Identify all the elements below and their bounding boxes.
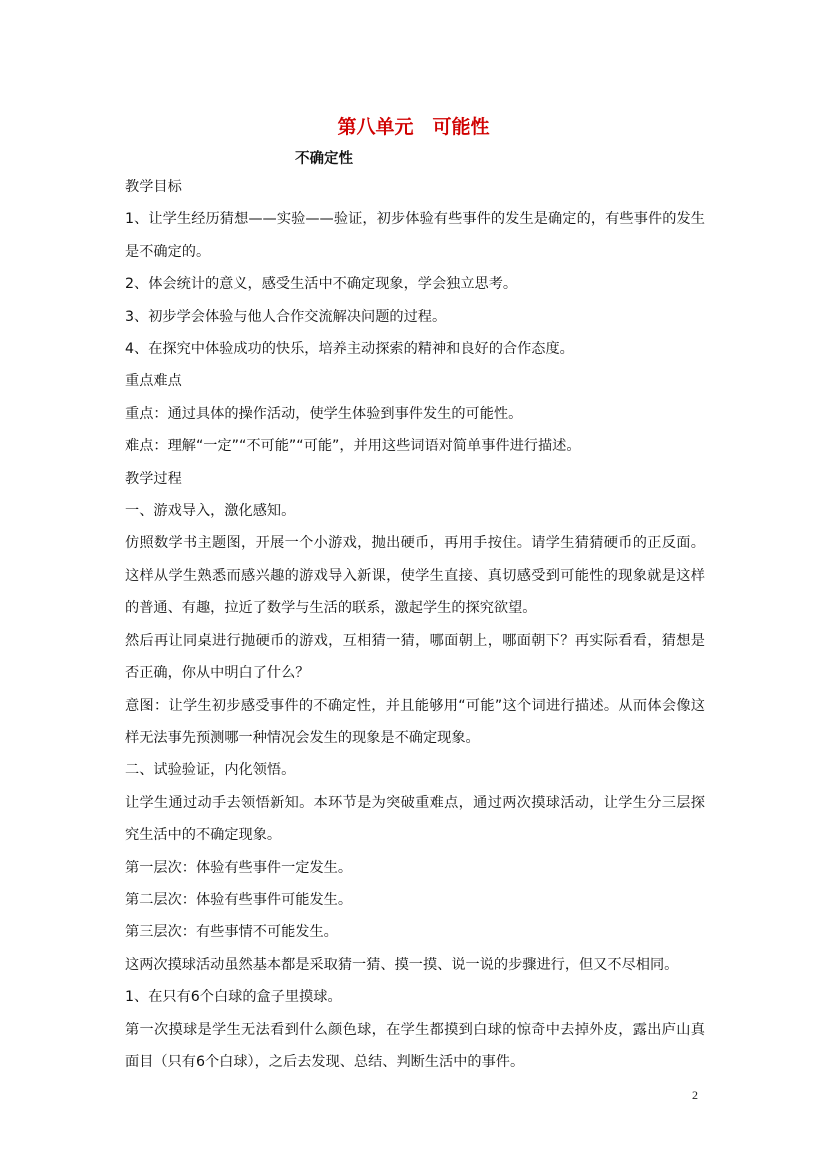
step-2-heading: 二、试验验证，内化领悟。 xyxy=(125,762,296,779)
section-heading-process: 教学过程 xyxy=(125,470,182,487)
level-3: 第三层次：有些事情不可能发生。 xyxy=(125,924,338,941)
activity-1-paragraph: 第一次摸球是学生无法看到什么颜色球，在学生都摸到白球的惊奇中去掉外皮，露出庐山真面目（只有6个白球），之后去发现、总结、判断生活中的事件。 xyxy=(125,1021,705,1070)
level-1: 第一层次：体验有些事件一定发生。 xyxy=(125,859,353,876)
section-heading-objectives: 教学目标 xyxy=(125,179,182,195)
objective-1: 1、让学生经历猜想——实验——验证，初步体验有些事件的发生是确定的，有些事件的发生是不确定的。 xyxy=(125,211,705,260)
objective-3: 3、初步学会体验与他人合作交流解决问题的过程。 xyxy=(125,308,447,325)
unit-title: 第八单元 可能性 xyxy=(337,116,490,138)
objective-2: 2、体会统计的意义，感受生活中不确定现象，学会独立思考。 xyxy=(125,276,518,293)
step-1-heading: 一、游戏导入，激化感知。 xyxy=(125,503,296,520)
page-number: 2 xyxy=(692,1088,698,1102)
step-1-intent: 意图：让学生初步感受事件的不确定性，并且能够用“可能”这个词进行描述。从而体会像这样无法事先预测哪一种情况会发生的现象是不确定现象。 xyxy=(125,697,705,746)
objective-4: 4、在探究中体验成功的快乐，培养主动探索的精神和良好的合作态度。 xyxy=(125,341,574,358)
activity-1-heading: 1、在只有6个白球的盒子里摸球。 xyxy=(125,989,342,1006)
difficult-point: 难点：理解“一定”“不可能”“可能”，并用这些词语对简单事件进行描述。 xyxy=(125,438,581,455)
document-body xyxy=(125,171,705,1078)
step-2-paragraph-2: 这两次摸球活动虽然基本都是采取猜一猜、摸一摸、说一说的步骤进行，但又不尽相同。 xyxy=(125,956,679,973)
key-point: 重点：通过具体的操作活动，使学生体验到事件发生的可能性。 xyxy=(125,405,523,422)
step-2-paragraph-1: 让学生通过动手去领悟新知。本环节是为突破重难点，通过两次摸球活动，让学生分三层探究生活中的不确定现象。 xyxy=(125,794,705,844)
step-1-paragraph-2: 然后再让同桌进行抛硬币的游戏，互相猜一猜，哪面朝上，哪面朝下？再实际看看，猜想是否正确，你从中明白了什么？ xyxy=(125,632,705,682)
level-2: 第二层次：体验有些事件可能发生。 xyxy=(125,891,353,908)
section-heading-key-points: 重点难点 xyxy=(125,373,182,390)
lesson-subtitle: 不确定性 xyxy=(295,151,353,167)
step-1-paragraph-1: 仿照数学书主题图，开展一个小游戏，抛出硬币，再用手按住。请学生猜猜硬币的正反面。这样从学生熟悉而感兴趣的游戏导入新课，使学生直接、真切感受到可能性的现象就是这样的普通、有趣，拉近了数学与生活的联系，激起学生的探究欲望。 xyxy=(125,535,705,617)
